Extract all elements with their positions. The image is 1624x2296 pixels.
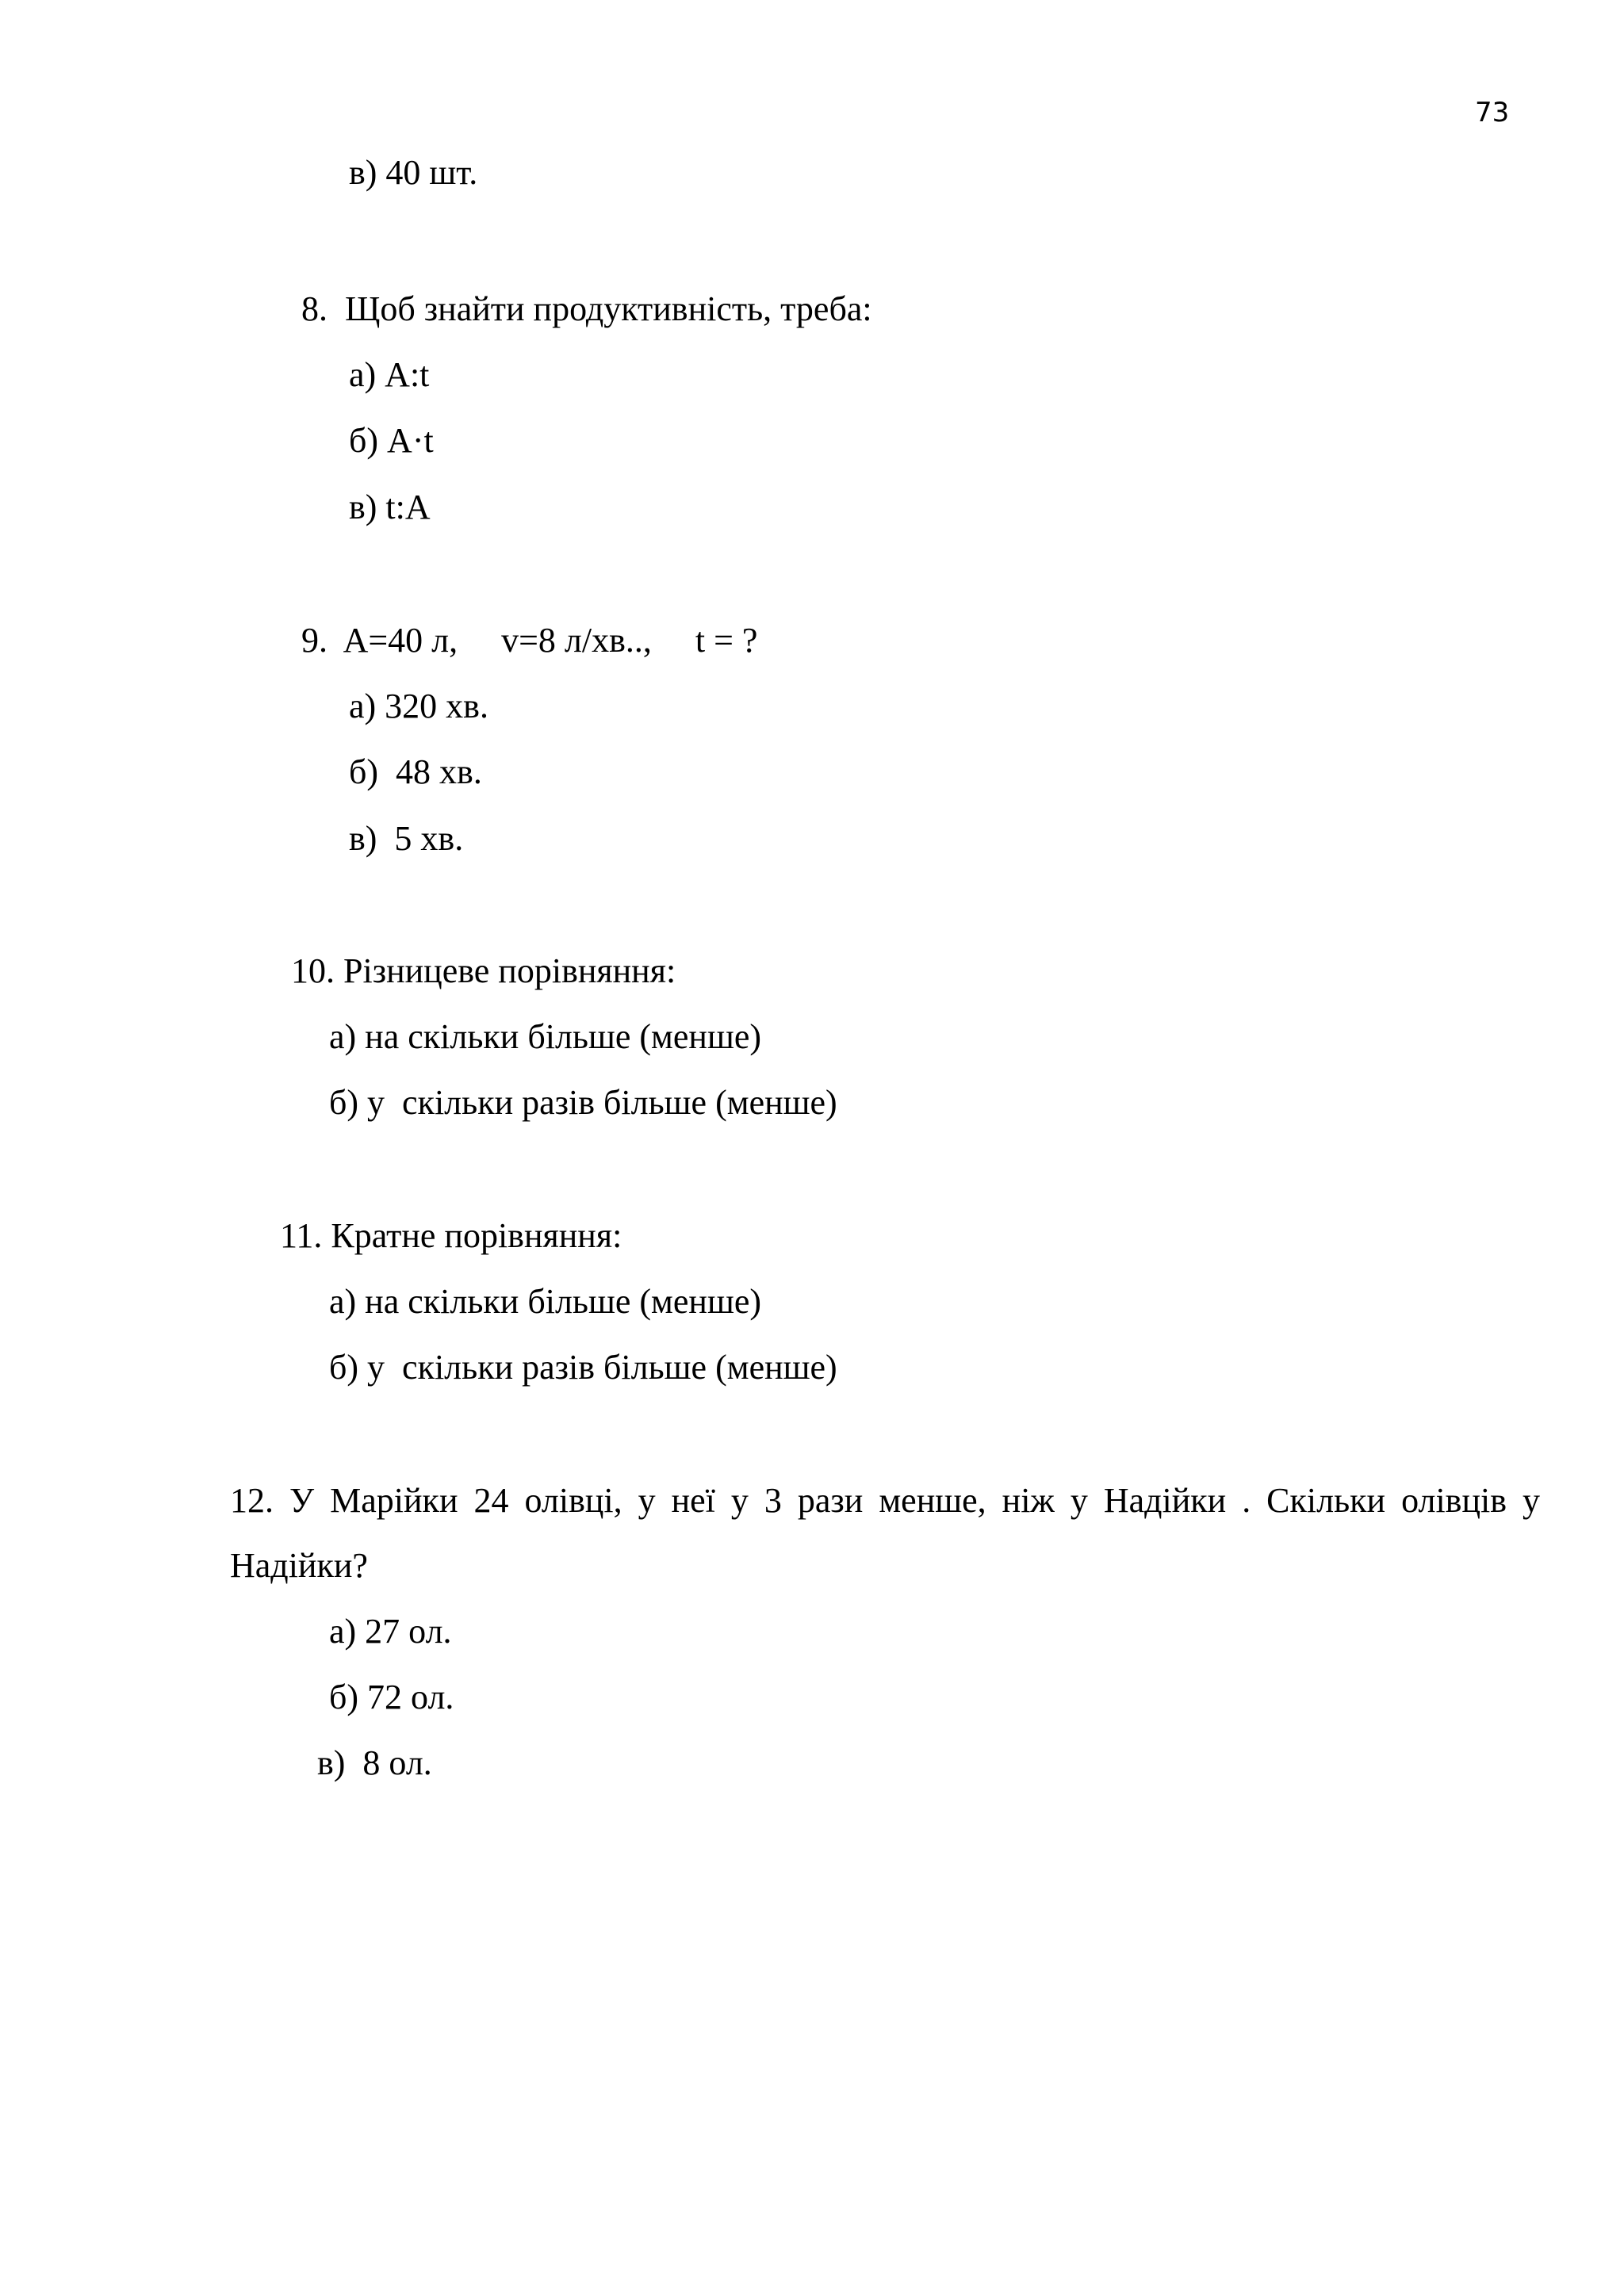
q8-option-c: в) t:A [349, 488, 431, 526]
q8-question: 8. Щоб знайти продуктивність, треба: [301, 289, 872, 328]
q11-question: 11. Кратне порівняння: [280, 1216, 622, 1255]
page-number: 73 [1475, 97, 1510, 128]
q10-option-b: б) у скільки разів більше (менше) [329, 1083, 837, 1122]
q8-option-a: а) A:t [349, 355, 430, 394]
q9-question: 9. A=40 л, v=8 л/хв.., t = ? [301, 621, 758, 660]
q12-option-c: в) 8 ол. [317, 1743, 432, 1782]
q10-question: 10. Різницеве порівняння: [291, 951, 676, 990]
q12-question: 12. У Марійки 24 олівці, у неї у 3 рази менше, ніж у Надійки . Скільки олівців у Надійки? [230, 1481, 1540, 1585]
q11-option-a: а) на скільки більше (менше) [329, 1282, 762, 1321]
q9-option-c: в) 5 хв. [349, 819, 464, 858]
q10-option-a: а) на скільки більше (менше) [329, 1017, 762, 1056]
q11-option-b: б) у скільки разів більше (менше) [329, 1348, 837, 1387]
q12-option-b: б) 72 ол. [329, 1678, 454, 1716]
q8-option-b: б) A·t [349, 421, 434, 460]
q7-option-c: в) 40 шт. [349, 153, 478, 192]
q12-option-a: а) 27 ол. [329, 1612, 452, 1651]
q9-option-a: а) 320 хв. [349, 687, 488, 725]
q9-option-b: б) 48 хв. [349, 752, 482, 791]
